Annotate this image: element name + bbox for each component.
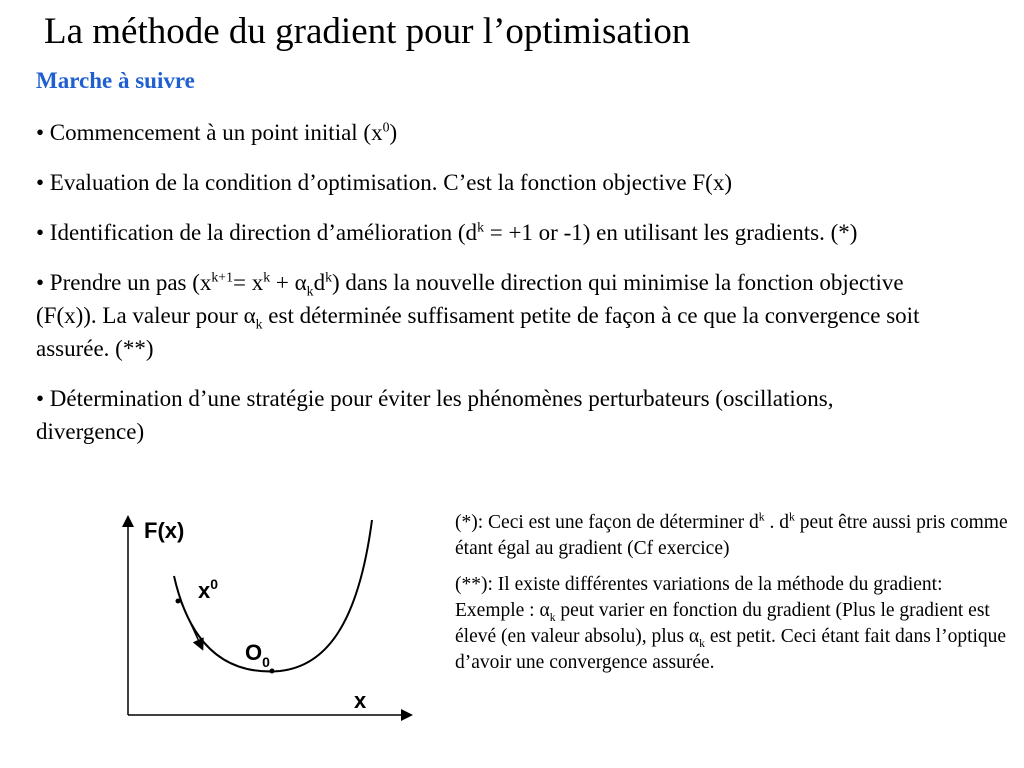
footnote-step-variation: (**): Il existe différentes variations de la méthode du gradient: Exemple : $\alpha_k$ peut varier en fonction du gradient (Plus le gradient est élevé (en valeur absolu), plus $\alpha_k$ est petit. Ceci étant fait dans l’optique d’avoir une convergence assurée. xyxy=(455,574,1007,673)
initial-point-dot xyxy=(176,599,181,604)
optimum-point-dot xyxy=(270,669,275,674)
section-heading: Marche à suivre xyxy=(36,68,195,93)
bullet-step: • Prendre un pas $(x^{k+1}= x^k + \alpha_kd^k)$ dans la nouvelle direction qui minimise la fonction objective (F(x)). La valeur pour $\alpha_k$ est déterminée suffisament petite de façon à ce que la convergence soit assurée. (**) xyxy=(36,269,920,361)
initial-point-label: $x^0$ xyxy=(198,576,219,603)
x-axis-label: x xyxy=(354,688,367,713)
y-axis-label: F(x) xyxy=(144,518,185,543)
gradient-graph xyxy=(110,508,420,728)
bullet-initial-point: • Commencement à un point initial $(x^0)$ xyxy=(36,119,398,145)
optimum-label: $O_0$ xyxy=(245,640,270,670)
bullet-list xyxy=(36,116,926,465)
bullet-strategy: • Détermination d’une stratégie pour éviter les phénomènes perturbateurs (oscillations, divergence) xyxy=(36,386,834,444)
footnotes xyxy=(455,510,1015,686)
bullet-direction: • Identification de la direction d’amélioration ($d^k = +1$ or -1) en utilisant les gradients. (*) xyxy=(36,219,858,245)
slide-title: La méthode du gradient pour l’optimisation xyxy=(44,11,691,52)
footnote-direction: (*): Ceci est une façon de déterminer $d^k$ . $d^k$ peut être aussi pris comme étant égal au gradient (Cf exercice) xyxy=(455,510,1008,559)
bullet-evaluation: • Evaluation de la condition d’optimisation. C’est la fonction objective F(x) xyxy=(36,170,732,195)
tangent-arrow xyxy=(180,600,202,648)
